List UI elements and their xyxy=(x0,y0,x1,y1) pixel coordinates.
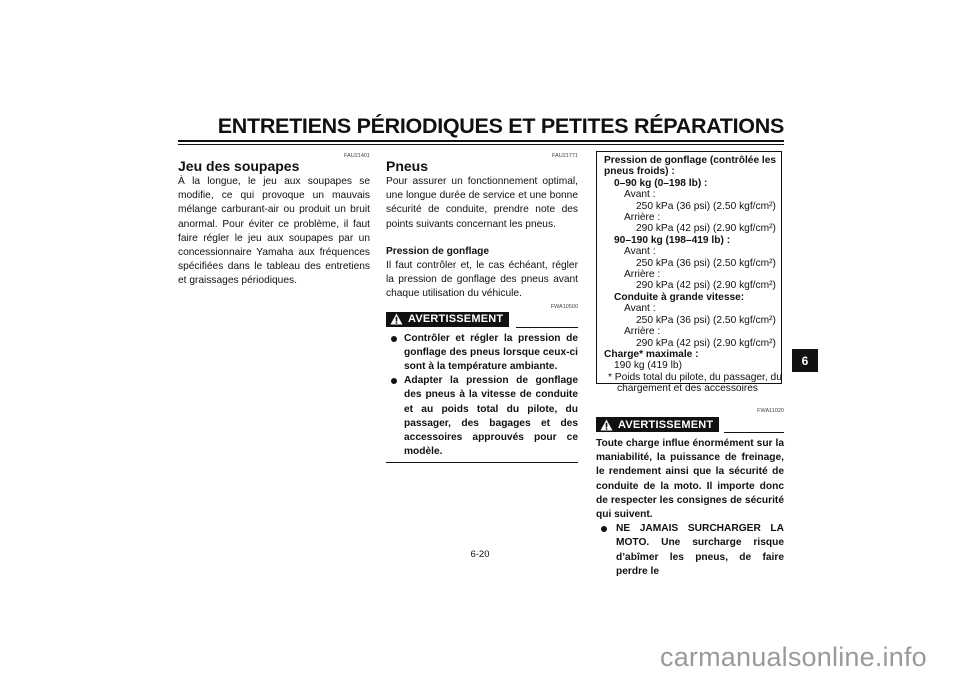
warning-code: FWA10500 xyxy=(550,303,578,310)
inflation-paragraph: Il faut contrôler et, le cas échéant, régler la pression de gonflage des pneus avant chaque utilisation du véhicule. xyxy=(386,260,578,300)
spec-line: Avant : xyxy=(624,303,656,315)
header-rule-thick xyxy=(178,140,784,142)
warning-triangle-icon xyxy=(600,419,613,431)
warning-bullets xyxy=(596,522,784,579)
tire-pressure-spec-box xyxy=(596,151,782,395)
warning-paragraph: Toute charge influe énormément sur la maniabilité, la puissance de freinage, le rendement ainsi que la sécurité de conduite de la moto. Il importe donc de respecter les consignes de sécurité qui suivent. xyxy=(596,438,784,521)
spec-line: 190 kg (419 lb) xyxy=(614,360,682,372)
warning-bullet: Adapter la pression de gonflage des pneus à la vitesse de conduite et au poids total du pilote, du passager, des bagages et des accessoires approuvés pour ce modèle. xyxy=(386,374,578,459)
spec-line: Avant : xyxy=(624,246,656,258)
page-header-title: ENTRETIENS PÉRIODIQUES ET PETITES RÉPARATIONS xyxy=(217,114,784,138)
warning-end-rule xyxy=(386,462,578,463)
warning-underline xyxy=(516,327,578,328)
spec-line: Arrière : xyxy=(624,326,661,338)
warning-bullet: NE JAMAIS SURCHARGER LA MOTO. Une surcharge risque d’abîmer les pneus, de faire perdre le xyxy=(596,522,784,579)
spec-line: 90–190 kg (198–419 lb) : xyxy=(614,234,731,246)
warning-header xyxy=(596,417,784,433)
section-code: FAU21401 xyxy=(344,153,370,159)
spec-line: 250 kPa (36 psi) (2.50 kgf/cm²) xyxy=(636,314,776,326)
spec-line: Avant : xyxy=(624,189,656,201)
chapter-tab: 6 xyxy=(792,349,818,372)
warning-badge xyxy=(596,417,719,432)
tires-intro: Pour assurer un fonctionnement optimal, une longue durée de service et une bonne sécurité de conduite, prendre note des points suivants concernant les pneus. xyxy=(386,176,578,230)
spec-line: pneus froids) : xyxy=(604,166,675,178)
spec-line: 290 kPa (42 psi) (2.90 kgf/cm²) xyxy=(636,223,776,235)
inflation-subheading: Pression de gonflage xyxy=(386,245,490,257)
spec-line: Arrière : xyxy=(624,212,661,224)
page-number: 6-20 xyxy=(470,549,490,560)
spec-line: Charge* maximale : xyxy=(604,348,699,360)
warning-label: AVERTISSEMENT xyxy=(618,418,714,431)
spec-line: Conduite à grande vitesse: xyxy=(614,291,745,303)
warning-triangle-icon xyxy=(390,313,403,325)
spec-footnote: * Poids total du pilote, du passager, du xyxy=(608,371,782,383)
section-heading: Pneus xyxy=(386,158,429,174)
warning-bullet: Contrôler et régler la pression de gonflage des pneus lorsque ceux-ci sont à la température ambiante. xyxy=(386,332,578,375)
spec-footnote: chargement et des accessoires xyxy=(617,383,758,395)
spec-line: 290 kPa (42 psi) (2.90 kgf/cm²) xyxy=(636,337,776,349)
spec-line: 250 kPa (36 psi) (2.50 kgf/cm²) xyxy=(636,257,776,269)
load-warning xyxy=(596,408,784,579)
spec-line: 250 kPa (36 psi) (2.50 kgf/cm²) xyxy=(636,200,776,212)
warning-underline xyxy=(724,432,784,433)
warning-bullets xyxy=(386,332,578,460)
spec-line: Arrière : xyxy=(624,269,661,281)
section-code: FAU21771 xyxy=(552,153,578,159)
warning-code: FWA11020 xyxy=(757,408,784,414)
spec-line: 0–90 kg (0–198 lb) : xyxy=(614,177,708,189)
warning-label: AVERTISSEMENT xyxy=(408,313,504,326)
header-rule-thin xyxy=(178,144,784,145)
section-valve-clearance xyxy=(178,153,370,289)
warning-badge xyxy=(386,312,509,327)
section-paragraph: À la longue, le jeu aux soupapes se modifie, ce qui provoque un mauvais mélange carburant-air ou produit un bruit anormal. Pour éviter ce problème, il faut faire régler le jeu aux soupapes par un concessionnaire Yamaha aux fréquences spécifiées dans le tableau des entretiens et graissages périodiques. xyxy=(178,176,370,287)
section-heading: Jeu des soupapes xyxy=(178,158,300,174)
spec-line: 290 kPa (42 psi) (2.90 kgf/cm²) xyxy=(636,280,776,292)
spec-line: Pression de gonflage (contrôlée les xyxy=(604,155,777,166)
watermark: carmanualsonline.info xyxy=(660,642,927,672)
warning-header xyxy=(386,312,578,328)
section-tires xyxy=(386,153,578,463)
